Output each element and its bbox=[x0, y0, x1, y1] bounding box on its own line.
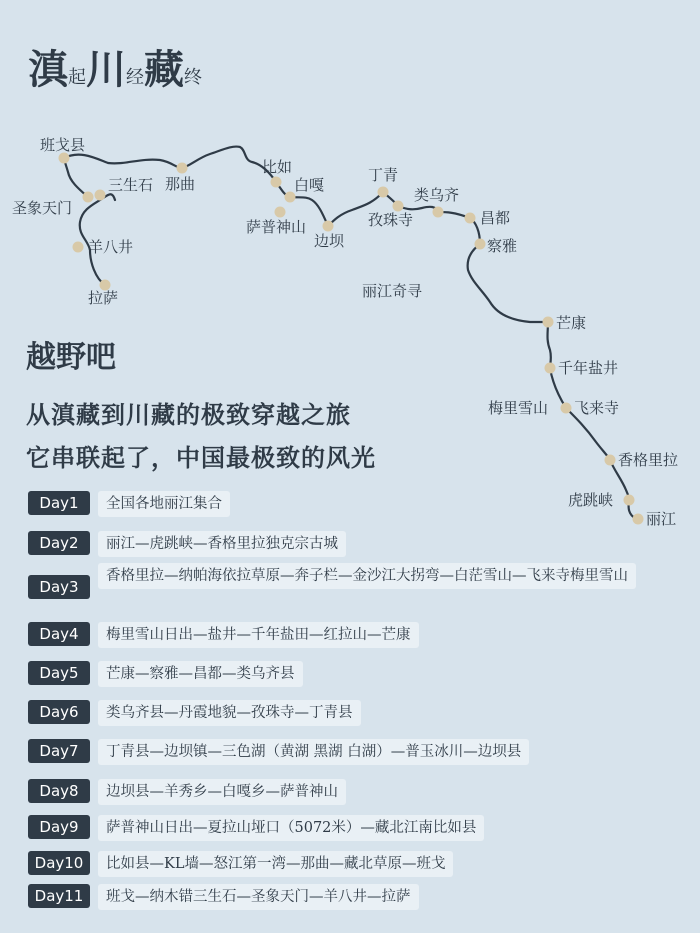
map-label-sapushenshan: 萨普神山 bbox=[246, 218, 307, 236]
day-badge: Day11 bbox=[28, 884, 90, 908]
stop-dot-chaya bbox=[475, 239, 486, 250]
itinerary-day bbox=[28, 491, 230, 517]
stop-dot-sapushenshan bbox=[275, 207, 286, 218]
day-route: 香格里拉—纳帕海依拉草原—奔子栏—金沙江大拐弯—白茫雪山—飞来寺梅里雪山 bbox=[98, 563, 636, 589]
day-badge: Day5 bbox=[28, 661, 90, 685]
day-badge: Day4 bbox=[28, 622, 90, 646]
day-route: 边坝县—羊秀乡—白嘎乡—萨普神山 bbox=[98, 779, 346, 805]
map-label-biru: 比如 bbox=[262, 158, 293, 176]
map-label-changdu: 昌都 bbox=[480, 209, 511, 227]
title-char: 起 bbox=[68, 67, 86, 88]
day-badge: Day1 bbox=[28, 491, 90, 515]
title-char: 藏 bbox=[144, 46, 184, 93]
map-label-zizhusi: 孜珠寺 bbox=[368, 211, 414, 229]
map-label-dingqing: 丁青 bbox=[368, 166, 399, 184]
itinerary-day bbox=[28, 700, 361, 726]
itinerary-day bbox=[28, 815, 484, 841]
stop-dot-dingqing bbox=[378, 187, 389, 198]
stop-dot-lijiang bbox=[633, 514, 644, 525]
map-label-lasa: 拉萨 bbox=[88, 289, 119, 307]
itinerary-day bbox=[28, 739, 529, 765]
map-label-bianba: 边坝 bbox=[314, 232, 345, 250]
map-label-sanshengshi: 三生石 bbox=[108, 176, 154, 194]
stop-dot-changdu bbox=[465, 213, 476, 224]
day-route: 类乌齐县—丹霞地貌—孜珠寺—丁青县 bbox=[98, 700, 361, 726]
slogan-line-2: 它串联起了，中国最极致的风光 bbox=[26, 443, 376, 472]
map-label-feilaisi: 飞来寺 bbox=[574, 399, 620, 417]
day-route: 芒康—察雅—昌都—类乌齐县 bbox=[98, 661, 303, 687]
brand-name: 越野吧 bbox=[26, 340, 116, 375]
map-label-yangbajing: 羊八井 bbox=[88, 238, 134, 256]
slogan-line-1: 从滇藏到川藏的极致穿越之旅 bbox=[26, 400, 351, 429]
map-label-baiga: 白嘎 bbox=[294, 176, 325, 194]
day-badge: Day3 bbox=[28, 575, 90, 599]
day-badge: Day7 bbox=[28, 739, 90, 763]
stop-dot-mangkang bbox=[543, 317, 554, 328]
day-badge: Day2 bbox=[28, 531, 90, 555]
stop-dot-banga bbox=[59, 153, 70, 164]
title-char: 滇 bbox=[28, 46, 68, 93]
itinerary-day bbox=[28, 661, 303, 687]
map-label-lijiangqixun: 丽江奇寻 bbox=[362, 282, 423, 300]
map-label-lijiang: 丽江 bbox=[646, 510, 677, 528]
map-label-mangkang: 芒康 bbox=[556, 314, 587, 332]
stop-dot-shengxiangtianmen bbox=[83, 192, 94, 203]
itinerary-day bbox=[28, 884, 419, 910]
map-label-meilixueshan: 梅里雪山 bbox=[488, 399, 549, 417]
itinerary-day bbox=[28, 531, 346, 557]
stop-dot-yangbajing bbox=[73, 242, 84, 253]
day-badge: Day8 bbox=[28, 779, 90, 803]
day-badge: Day9 bbox=[28, 815, 90, 839]
day-route: 丽江—虎跳峡—香格里拉独克宗古城 bbox=[98, 531, 346, 557]
stop-dot-xianggelila bbox=[605, 455, 616, 466]
stop-dot-sanshengshi bbox=[95, 190, 106, 201]
itinerary-day bbox=[28, 779, 346, 805]
day-route: 萨普神山日出—夏拉山垭口（5072米）—藏北江南比如县 bbox=[98, 815, 484, 841]
stop-dot-hutiaoxia bbox=[624, 495, 635, 506]
title-char: 终 bbox=[184, 67, 202, 88]
stop-dot-zizhusi bbox=[393, 201, 404, 212]
stop-dot-bianba bbox=[323, 221, 334, 232]
day-route: 班戈—纳木错三生石—圣象天门—羊八井—拉萨 bbox=[98, 884, 419, 910]
map-label-naqu: 那曲 bbox=[165, 175, 196, 193]
day-badge: Day10 bbox=[28, 851, 90, 875]
stop-dot-naqu bbox=[177, 163, 188, 174]
itinerary-day bbox=[28, 563, 636, 599]
day-route: 全国各地丽江集合 bbox=[98, 491, 230, 517]
stop-dot-qiannianyanjing bbox=[545, 363, 556, 374]
map-label-chaya: 察雅 bbox=[487, 237, 518, 255]
map-label-banga: 班戈县 bbox=[40, 136, 86, 154]
itinerary-day bbox=[28, 622, 419, 648]
title-char: 经 bbox=[126, 67, 144, 88]
map-label-shengxiangtianmen: 圣象天门 bbox=[12, 199, 73, 217]
day-route: 比如县—KL墙—怒江第一湾—那曲—藏北草原—班戈 bbox=[98, 851, 453, 877]
itinerary-day bbox=[28, 851, 453, 877]
map-label-hutiaoxia: 虎跳峡 bbox=[568, 491, 614, 509]
stop-dot-biru bbox=[271, 177, 282, 188]
day-badge: Day6 bbox=[28, 700, 90, 724]
stop-dot-leiwuqi bbox=[433, 207, 444, 218]
day-route: 丁青县—边坝镇—三色湖（黄湖 黑湖 白湖）—普玉冰川—边坝县 bbox=[98, 739, 529, 765]
map-label-leiwuqi: 类乌齐 bbox=[414, 186, 460, 204]
day-route: 梅里雪山日出—盐井—千年盐田—红拉山—芒康 bbox=[98, 622, 419, 648]
map-label-xianggelila: 香格里拉 bbox=[618, 451, 679, 469]
title-char: 川 bbox=[86, 46, 126, 93]
map-label-qiannianyanjing: 千年盐井 bbox=[558, 359, 619, 377]
stop-dot-feilaisi bbox=[561, 403, 572, 414]
